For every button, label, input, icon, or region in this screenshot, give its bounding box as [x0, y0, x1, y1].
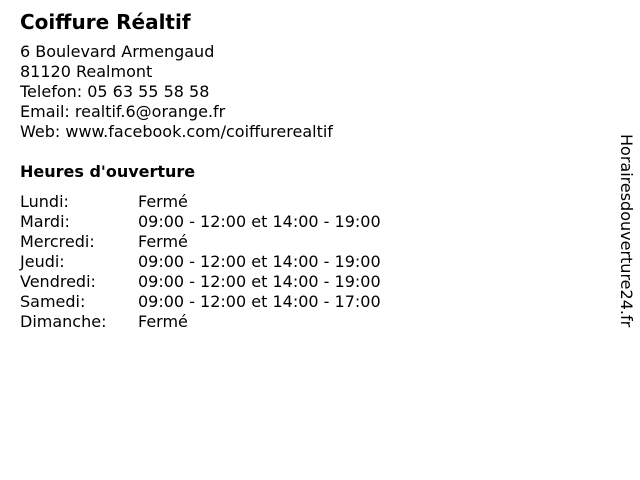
- web-label: Web:: [20, 122, 61, 141]
- hours-time: Fermé: [138, 312, 188, 331]
- hours-day: Lundi:: [20, 192, 69, 211]
- business-name: Coiffure Réaltif: [20, 10, 191, 34]
- web-line: [20, 122, 580, 142]
- opening-hours-title: Heures d'ouverture: [20, 162, 196, 181]
- hours-row: [20, 272, 580, 292]
- hours-day: Mercredi:: [20, 232, 95, 251]
- hours-row: [20, 212, 580, 232]
- side-brand: [612, 134, 636, 374]
- address-city: 81120 Realmont: [20, 62, 153, 81]
- side-brand-text: Horairesdouverture24.fr: [617, 134, 636, 328]
- hours-row: [20, 292, 580, 312]
- hours-row: [20, 192, 580, 212]
- email-value[interactable]: realtif.6@orange.fr: [74, 102, 226, 121]
- web-value[interactable]: www.facebook.com/coiffurerealtif: [65, 122, 333, 141]
- email-label: Email:: [20, 102, 70, 121]
- address-street: 6 Boulevard Armengaud: [20, 42, 215, 61]
- hours-row: [20, 312, 580, 332]
- hours-row: [20, 252, 580, 272]
- hours-day: Mardi:: [20, 212, 70, 231]
- phone-line: [20, 82, 580, 102]
- hours-day: Samedi:: [20, 292, 86, 311]
- hours-day: Vendredi:: [20, 272, 96, 291]
- phone-value[interactable]: 05 63 55 58 58: [87, 82, 210, 101]
- hours-row: [20, 232, 580, 252]
- business-card: [20, 10, 580, 332]
- hours-time: 09:00 - 12:00 et 14:00 - 19:00: [138, 212, 381, 231]
- hours-time: 09:00 - 12:00 et 14:00 - 19:00: [138, 272, 381, 291]
- hours-time: 09:00 - 12:00 et 14:00 - 17:00: [138, 292, 381, 311]
- hours-time: Fermé: [138, 232, 188, 251]
- phone-label: Telefon:: [20, 82, 83, 101]
- hours-day: Jeudi:: [20, 252, 65, 271]
- hours-time: Fermé: [138, 192, 188, 211]
- opening-hours-list: [20, 192, 580, 332]
- hours-day: Dimanche:: [20, 312, 107, 331]
- hours-time: 09:00 - 12:00 et 14:00 - 19:00: [138, 252, 381, 271]
- email-line: [20, 102, 580, 122]
